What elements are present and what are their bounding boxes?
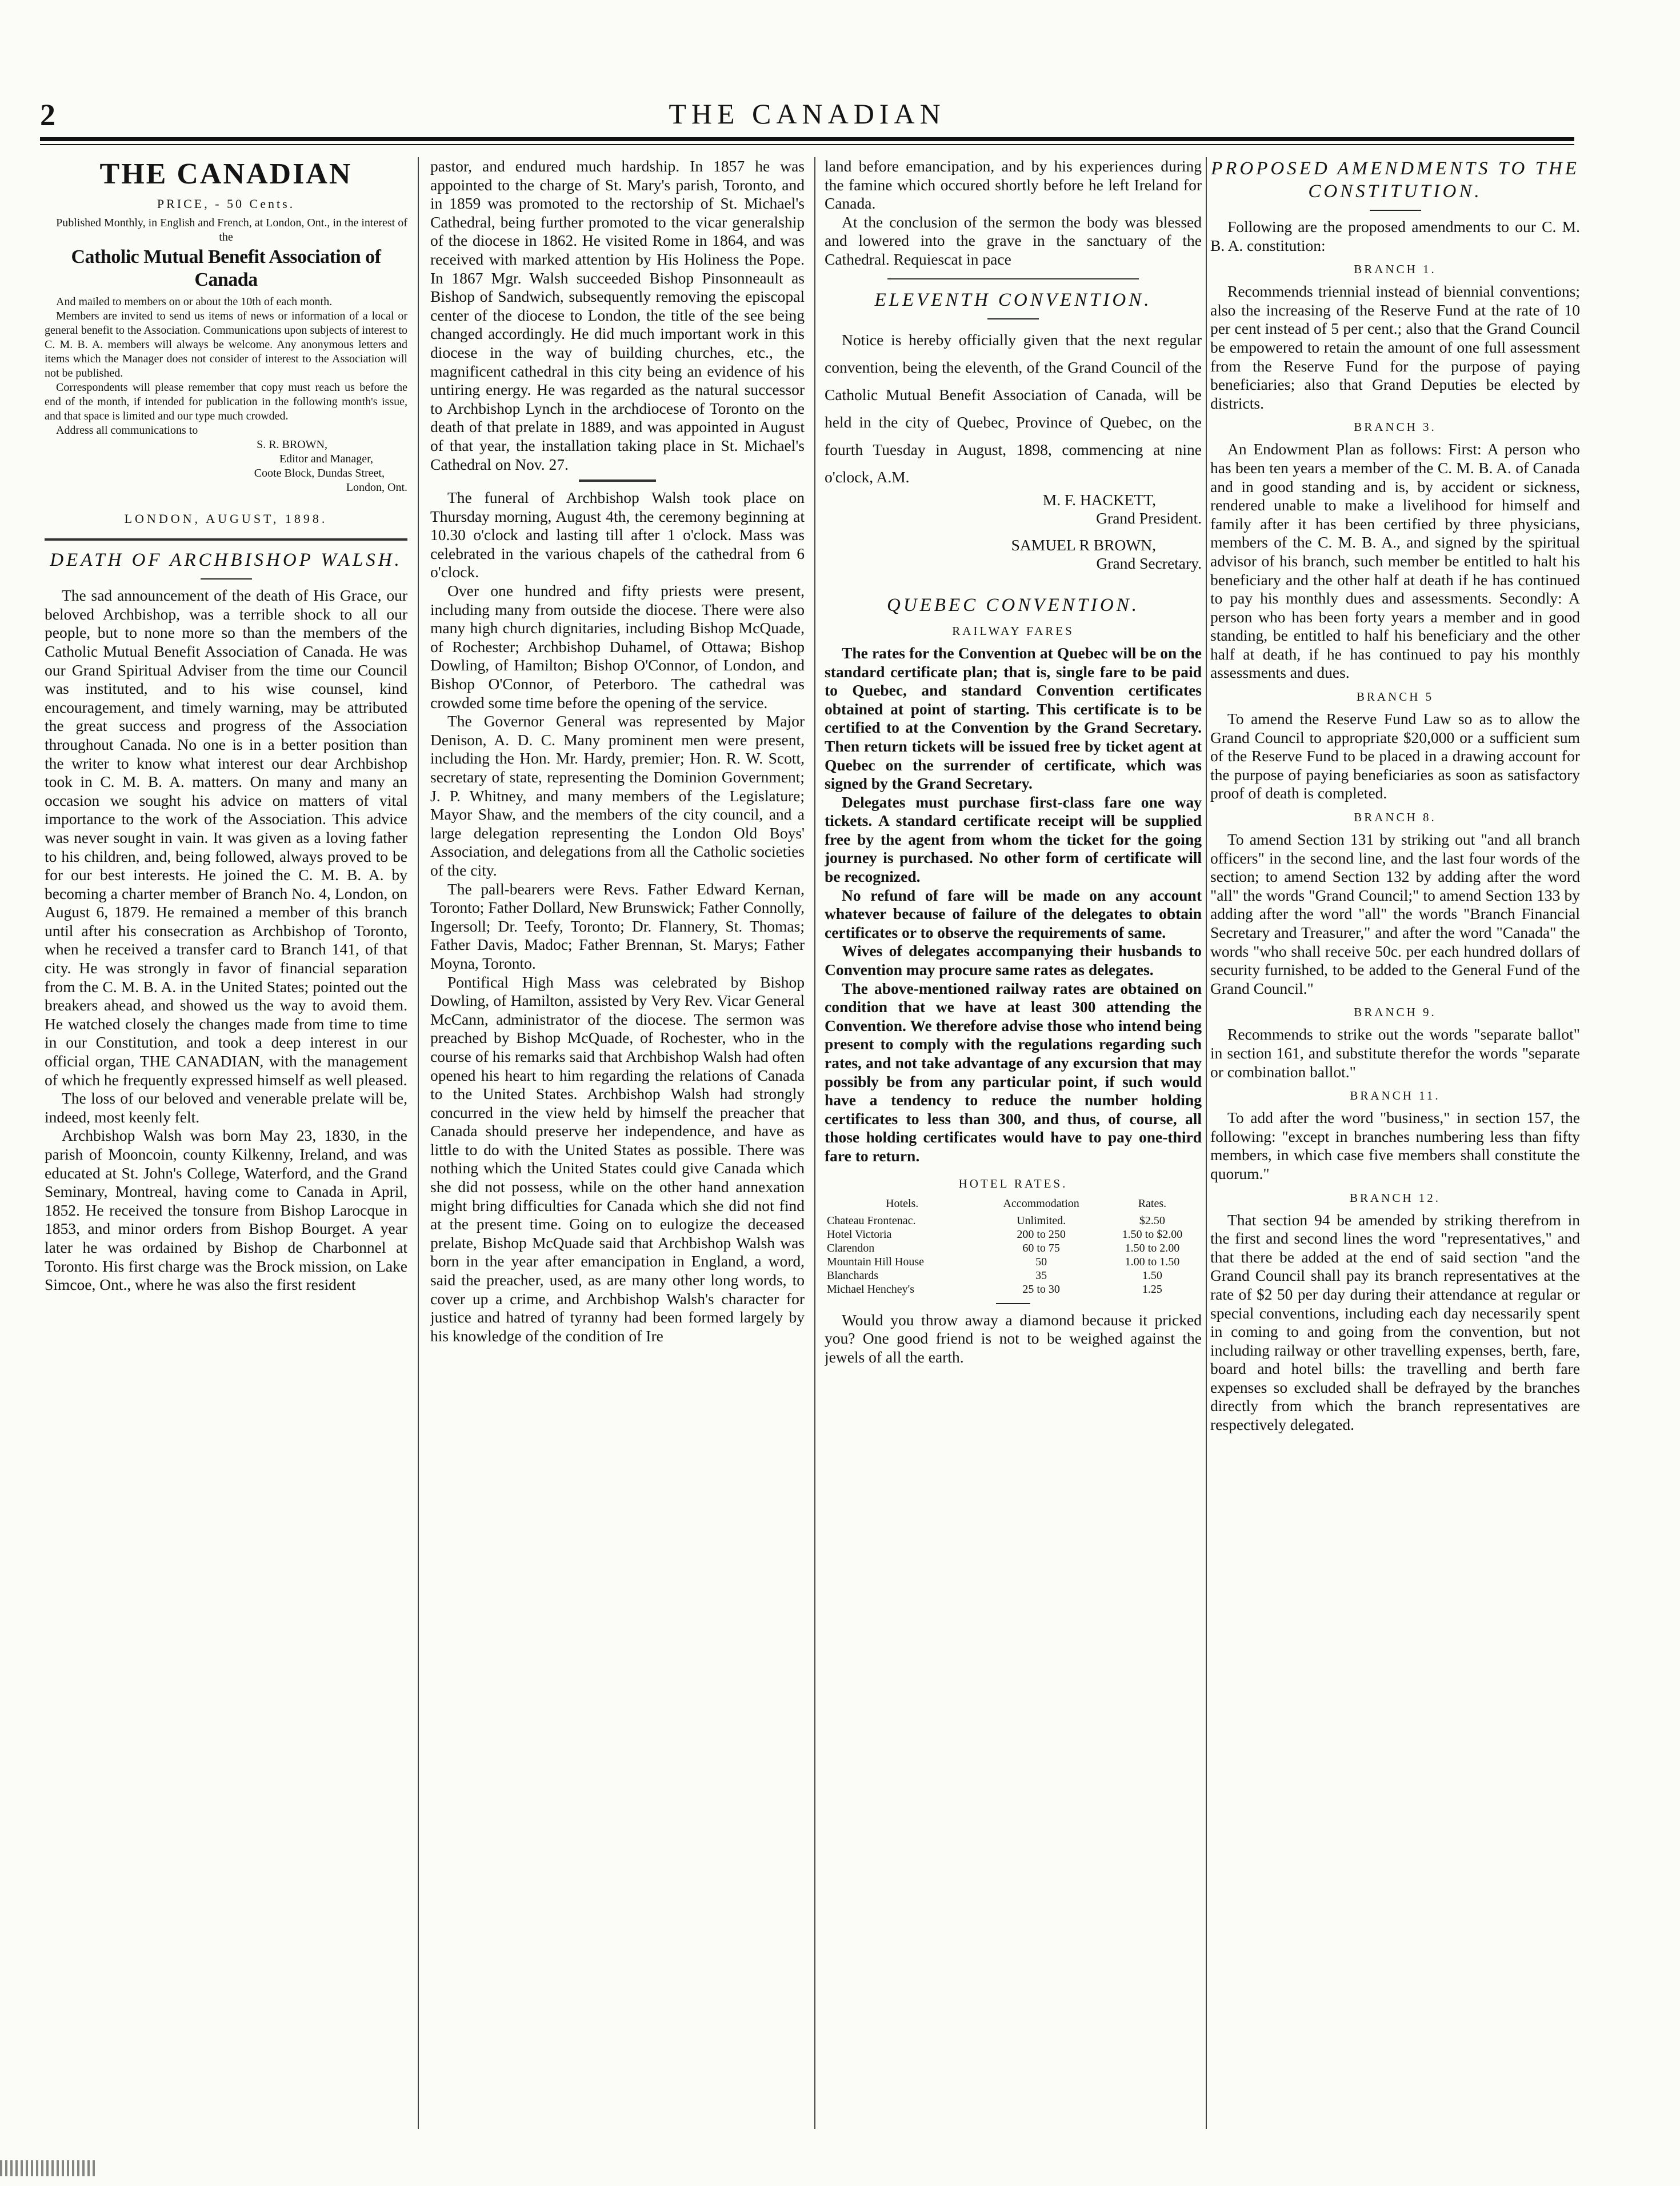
hotel-capacity: 35 bbox=[1035, 1269, 1047, 1282]
short-rule bbox=[996, 1303, 1030, 1304]
signature-title: Grand Secretary. bbox=[1096, 554, 1202, 573]
short-rule bbox=[1370, 210, 1421, 211]
column-divider bbox=[814, 157, 815, 2129]
article-paragraph: No refund of fare will be made on any account whatever because of failure of the delegates to obtain certificates or to observe the requirements of same. bbox=[825, 886, 1202, 941]
hotel-name: Clarendon bbox=[827, 1241, 875, 1254]
hotel-rate: 1.50 bbox=[1142, 1269, 1162, 1282]
table-row bbox=[825, 1269, 1202, 1282]
hotel-rate: 1.00 to 1.50 bbox=[1125, 1255, 1180, 1268]
amendment-text: An Endowment Plan as follows: First: A person who has been ten years a member of the C. M. B. A. of Canada and in good standing and is, by accident or sickness, rendered unable to make a livelihood for himself and family after it has been certified by three physicians, members of the C. M. B. A., and signed by the spiritual advisor of his branch, such member be entitled to halt his beneficiary and the other half at death if he has continued to pay his monthly dues and assessments. Secondly: A person who has been forty years a member and in good standing, be entitled to half his beneficiary and the other half at death, if he has continued to pay his monthly assessments and dues. bbox=[1210, 440, 1580, 682]
article-paragraph: Archbishop Walsh was born May 23, 1830, in the parish of Mooncoin, county Kilkenny, Ireland, and was educated at St. John's College, Waterford, and the Grand Seminary, Montreal, having come to Canada in April, 1852. He received the tonsure from Bishop Larocque in 1853, and minor orders from Bishop Bourget. A year later he was ordained by Bishop de Charbonnel at Toronto. His first charge was the Brock mission, on Lake Simcoe, Ont., where he was also the first resident bbox=[45, 1126, 407, 1294]
hotel-capacity: Unlimited. bbox=[1017, 1214, 1066, 1227]
amendment-text: That section 94 be amended by striking therefrom in the first and second lines the word "representatives," and that there be added at the end of said section "and the Grand Council shall pay its branch representatives at the rate of $2 50 per day during their attendance at regular or special conventions, including each day necessarily spent in coming to and going from the convention, but not including railway or other travelling expenses, berth, fare, board and hotel bills: the travelling and berth fare expenses so excluded shall be defrayed by the branches directly from which the branch representatives are respectively delegated. bbox=[1210, 1210, 1580, 1434]
table-row bbox=[825, 1282, 1202, 1296]
amendment-text: Recommends to strike out the words "separate ballot" in section 161, and substitute therefor the words "separate or combination ballot." bbox=[1210, 1025, 1580, 1081]
hotel-rates-table bbox=[825, 1197, 1202, 1296]
column-3 bbox=[825, 157, 1202, 2132]
article-paragraph: Pontifical High Mass was celebrated by Bishop Dowling, of Hamilton, assisted by Very Rev. Vicar General McCann, administrator of the diocese. The sermon was preached by Bishop McQuade, of Rochester, who in the course of his remarks said that Archbishop Walsh had often opened his heart to him regarding the relations of Canada to the United States. Archbishop Walsh had strongly concurred in the view held by himself the preacher that Canada should preserve her independence, and have as little to do with the United States as possible. There was nothing which the United States could give Canada which she did not possess, while on the other hand annexation might bring difficulties for Canada which she did not find at the present time. Going on to eulogize the deceased prelate, Bishop McQuade said that Archbishop Walsh was born in the year after emancipation in England, a word, said the preacher, used, as are many other long words, to cover up a crime, and Archbishop Walsh's character for justice and hatred of tyranny had been formed largely by his knowledge of the condition of Ire bbox=[430, 973, 805, 1345]
hotel-capacity: 60 to 75 bbox=[1022, 1241, 1060, 1254]
column-header: Rates. bbox=[1138, 1197, 1167, 1210]
hotel-rate: 1.25 bbox=[1142, 1282, 1162, 1296]
hotel-name: Hotel Victoria bbox=[827, 1228, 892, 1241]
article-subtitle: RAILWAY FARES bbox=[952, 624, 1074, 638]
article-paragraph: The loss of our beloved and venerable prelate will be, indeed, most keenly felt. bbox=[45, 1089, 407, 1126]
article-paragraph: Delegates must purchase first-class fare one way tickets. A standard certificate receipt will be supplied free by the agent from whom the ticket for the going journey is purchased. No other form of certificate will be recognized. bbox=[825, 793, 1202, 886]
article-paragraph: Over one hundred and fifty priests were present, including many from outside the diocese. There were also many high church dignitaries, including Bishop McQuade, of Rochester; Archbishop Duhamel, of Ottawa; Bishop Dowling, of Hamilton; Bishop O'Connor, of London, and Bishop O'Connor, of Peterboro. The cathedral was crowded some time before the opening of the service. bbox=[430, 582, 805, 712]
price: PRICE, - 50 Cents. bbox=[157, 197, 295, 211]
header-rule-thin bbox=[40, 144, 1574, 145]
header-rule bbox=[40, 137, 1574, 141]
table-header-row bbox=[825, 1197, 1202, 1214]
column-header: Accommodation bbox=[1003, 1197, 1079, 1210]
branch-label: BRANCH 9. bbox=[1354, 1005, 1437, 1020]
office-block: Coote Block, Dundas Street, bbox=[254, 466, 385, 479]
column-divider bbox=[1206, 157, 1207, 2129]
page-number: 2 bbox=[40, 98, 55, 132]
table-row bbox=[825, 1241, 1202, 1255]
article-paragraph: land before emancipation, and by his experiences during the famine which occured shortly before he left Ireland for Canada. bbox=[825, 157, 1202, 213]
amendment-text: To add after the word "business," in section 157, the following: "except in branches numbering less than fifty members, in which case five members shall constitute the quorum." bbox=[1210, 1109, 1580, 1182]
rule bbox=[887, 278, 1139, 279]
branch-label: BRANCH 3. bbox=[1354, 420, 1437, 434]
published-note: Published Monthly, in English and French, at London, Ont., in the interest of the bbox=[56, 216, 407, 243]
article-paragraph: The above-mentioned railway rates are obtained on condition that we have at least 300 attending the Convention. We therefore advise those who intend being present to comply with the regulations regarding such rates, and not take advantage of any excursion that may possibly be from any particular point, if such would have a tendency to reduce the number holding certificates to less than 300, and thus, of course, all those holding certificates would have to pay one-third fare to return. bbox=[825, 979, 1202, 1165]
hotel-name: Chateau Frontenac. bbox=[827, 1214, 916, 1227]
signature-name: SAMUEL R BROWN, bbox=[1011, 535, 1156, 554]
article-title-eleventh-convention: ELEVENTH CONVENTION. bbox=[874, 289, 1152, 310]
article-paragraph: At the conclusion of the sermon the body was blessed and lowered into the grave in the sanctuary of the Cathedral. Requiescat in pace bbox=[825, 213, 1202, 268]
column-divider bbox=[418, 157, 419, 2129]
short-rule bbox=[987, 318, 1039, 319]
short-rule bbox=[201, 578, 252, 580]
branch-label: BRANCH 11. bbox=[1350, 1089, 1441, 1103]
hotel-capacity: 50 bbox=[1035, 1255, 1047, 1268]
hotel-name: Mountain Hill House bbox=[827, 1255, 924, 1268]
amendment-text: To amend Section 131 by striking out "and all branch officers" in the second line, and the last four words of the section; to amend Section 132 by adding after the word "all" the words "Grand Council;" to amend Section 133 by adding after the word "all" the words "Branch Financial Secretary and Treasurer," and after the word "Canada" the words "who shall receive 50c. per each hundred dollars of security furnished, to be added to the General Fund of the Grand Council." bbox=[1210, 830, 1580, 997]
running-title: THE CANADIAN bbox=[669, 98, 946, 130]
hotel-capacity: 200 to 250 bbox=[1017, 1228, 1066, 1241]
paper-name: THE CANADIAN bbox=[99, 158, 353, 190]
column-2 bbox=[430, 157, 805, 2132]
table-row bbox=[825, 1255, 1202, 1269]
scan-edge-mark bbox=[0, 2160, 97, 2176]
correspondents-note: Correspondents will please remember that copy must reach us before the end of the month, if intended for publication in the following month's issue, and that space is limited and our type much crowded. bbox=[45, 381, 407, 422]
convention-notice: Notice is hereby officially given that the next regular convention, being the eleventh, of the Grand Council of the Catholic Mutual Benefit Association of Canada, will be held in the city of Quebec, Province of Quebec, on the fourth Tuesday in August, 1898, commencing at nine o'clock, A.M. bbox=[825, 330, 1202, 486]
branch-label: BRANCH 5 bbox=[1356, 690, 1434, 704]
branch-label: BRANCH 12. bbox=[1349, 1190, 1441, 1205]
hotel-name: Blanchards bbox=[827, 1269, 878, 1282]
notice-signatures bbox=[825, 491, 1202, 573]
column-1 bbox=[45, 157, 407, 2132]
table-row bbox=[825, 1214, 1202, 1228]
page-header bbox=[40, 97, 1574, 137]
signature-title: Grand President. bbox=[1096, 509, 1202, 527]
article-paragraph: The funeral of Archbishop Walsh took place on Thursday morning, August 4th, the ceremony beginning at 10.30 o'clock and lasting till after 1 o'clock. Mass was celebrated in the various chapels of the cathedral from 6 o'clock. bbox=[430, 489, 805, 581]
amendment-text: Recommends triennial instead of biennial conventions; also the increasing of the Reserve Fund at the rate of 10 per cent instead of 5 per cent.; also that the Grand Council be empowered to retain the amount of one full assessment from the Reserve Fund for the purpose of paying beneficiaries; also that Grand Deputies be elected by districts. bbox=[1210, 282, 1580, 412]
article-paragraph: Wives of delegates accompanying their husbands to Convention may procure same rates as delegates. bbox=[825, 942, 1202, 979]
manager-title: Editor and Manager, bbox=[279, 452, 373, 465]
hotel-rate: 1.50 to 2.00 bbox=[1125, 1241, 1180, 1254]
invite-note: Members are invited to send us items of news or information of a local or general benefit to the Association. Communications upon subjects of interest to C. M. B. A. members will always be welcome. Any anonymous letters and items which the Manager does not consider of interest to the Association will not be published. bbox=[45, 309, 407, 379]
column-header: Hotels. bbox=[886, 1197, 919, 1210]
association-name: Catholic Mutual Benefit Association of Canada bbox=[71, 246, 381, 290]
amendment-text: To amend the Reserve Fund Law so as to allow the Grand Council to appropriate $20,000 or a sufficient sum of the Reserve Fund to be placed in a drawing account for the purpose of paying beneficiaries as soon as satisfactory proof of death is completed. bbox=[1210, 710, 1580, 802]
publisher-box bbox=[45, 157, 407, 541]
branch-label: BRANCH 8. bbox=[1354, 810, 1437, 825]
article-paragraph: pastor, and endured much hardship. In 1857 he was appointed to the charge of St. Mary's parish, Toronto, and in 1859 was promoted to the rectorship of St. Michael's Cathedral, being further promoted to the vicar generalship of the diocese in 1862. He visited Rome in 1864, and was received with marked attention by His Holiness the Pope. In 1867 Mgr. Walsh succeeded Bishop Pinsonneault as Bishop of Sandwich, subsequently removing the episcopal center of the diocese to London, the title of the see being changed accordingly. He did much important work in this diocese in the way of building churches, etc., the magnificent cathedral in this city being an evidence of his untiring energy. He was regarded as the natural successor to Archbishop Lynch in the archdiocese of Toronto on the death of that prelate in 1889, and was appointed in August of that year, the installation taking place in St. Michael's Cathedral on Nov. 27. bbox=[430, 157, 805, 473]
article-paragraph: The sad announcement of the death of His Grace, our beloved Archbishop, was a terrible shock to all our people, but to none more so than the members of the Catholic Mutual Benefit Association of Canada. He was our Grand Spiritual Adviser from the time our Council was instituted, and to his wise counsel, kind encouragement, and timely warning, may be attributed the great success and progress of the Association throughout Canada. No one is in a better position than the writer to know what interest our dear Archbishop took in C. M. B. A. matters. On many and many an occasion we sought his advice on matters of vital importance to the work of the Association. This advice was never sought in vain. It was given as a loving father to his children, and, being followed, always proved to be for our best interests. He joined the C. M. B. A. by becoming a charter member of Branch No. 4, London, on August 6, 1879. He remained a member of this branch until after his consecration as Archbishop of Toronto, when he received a transfer card to Branch 141, of that city. He was strongly in favor of financial separation from the C. M. B. A. in the United States; pointed out the breakers ahead, and showed us the way to avoid them. He watched closely the changes made from time to time in our Constitution, and took a deep interest in our official organ, THE CANADIAN, with the management of which he frequently expressed himself as well pleased. bbox=[45, 586, 407, 1089]
rule bbox=[579, 479, 656, 482]
dateline: LONDON, AUGUST, 1898. bbox=[124, 511, 328, 526]
article-paragraph: The pall-bearers were Revs. Father Edward Kernan, Toronto; Father Dollard, New Brunswick; Father Connolly, Ingersoll; Dr. Teefy, Toronto; Dr. Flannery, St. Thomas; Father Davis, Madoc; Father Brennan, St. Marys; Father Moyna, Toronto. bbox=[430, 880, 805, 972]
article-paragraph: The rates for the Convention at Quebec will be on the standard certificate plan; that is, single fare to be paid to Quebec, and standard Convention certificates obtained at point of starting. This certificate is to be certified to at the Convention by the Grand Secretary. Then return tickets will be issued free by ticket agent at Quebec on the surrender of certificate, which was signed by the Grand Secretary. bbox=[825, 644, 1202, 793]
table-row bbox=[825, 1228, 1202, 1241]
office-city: London, Ont. bbox=[346, 481, 407, 494]
rule bbox=[45, 538, 407, 541]
closing-paragraph: Would you throw away a diamond because it pricked you? One good friend is not to be weighed against the jewels of all the earth. bbox=[825, 1310, 1202, 1366]
article-title-death-of-archbishop: DEATH OF ARCHBISHOP WALSH. bbox=[50, 550, 402, 571]
hotel-name: Michael Henchey's bbox=[827, 1282, 914, 1296]
manager-name: S. R. BROWN, bbox=[257, 438, 327, 451]
branch-label: BRANCH 1. bbox=[1354, 262, 1437, 277]
mailed-note: And mailed to members on or about the 10th of each month. bbox=[56, 295, 333, 308]
article-title-proposed-amendments: PROPOSED AMENDMENTS TO THE CONSTITUTION. bbox=[1211, 158, 1579, 202]
column-4 bbox=[1210, 157, 1580, 2132]
hotel-rate: 1.50 to $2.00 bbox=[1122, 1228, 1183, 1241]
article-paragraph: The Governor General was represented by Major Denison, A. D. C. Many prominent men were present, including the Hon. Mr. Hardy, premier; Hon. R. W. Scott, secretary of state, representing the Dominion Government; J. P. Whitney, and many members of the Legislature; Mayor Shaw, and the members of the city council, and a large delegation representing the London Old Boys' Association, and delegations from all the Catholic societies of the city. bbox=[430, 712, 805, 879]
hotel-rate: $2.50 bbox=[1139, 1214, 1165, 1227]
signature-name: M. F. HACKETT, bbox=[1042, 490, 1156, 509]
article-paragraph: Following are the proposed amendments to our C. M. B. A. constitution: bbox=[1210, 218, 1580, 254]
hotel-capacity: 25 to 30 bbox=[1022, 1282, 1060, 1296]
address-label: Address all communications to bbox=[56, 423, 198, 437]
hotel-rates-title: HOTEL RATES. bbox=[958, 1176, 1068, 1190]
address-block bbox=[45, 423, 407, 495]
article-title-quebec-convention: QUEBEC CONVENTION. bbox=[886, 594, 1139, 616]
